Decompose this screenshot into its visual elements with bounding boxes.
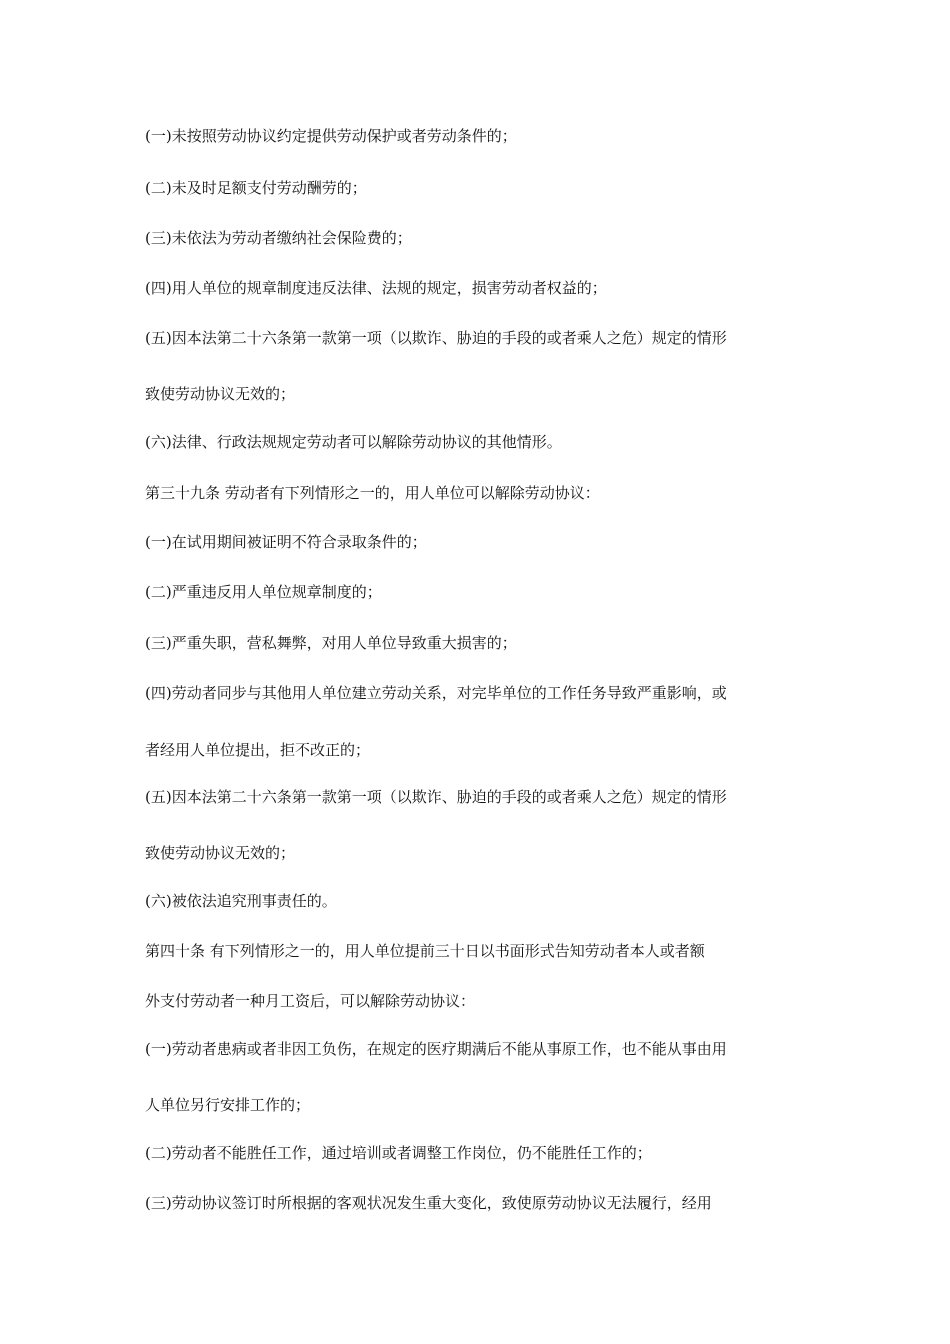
text-line: (一)在试用期间被证明不符合录取条件的； (145, 533, 427, 551)
text-line: (三)未依法为劳动者缴纳社会保险费的； (145, 229, 412, 247)
text-line: (六)被依法追究刑事责任的。 (145, 892, 337, 910)
text-line: (二)劳动者不能胜任工作，通过培训或者调整工作岗位，仍不能胜任工作的； (145, 1144, 652, 1162)
text-line: (一)劳动者患病或者非因工负伤，在规定的医疗期满后不能从事原工作，也不能从事由用 (145, 1040, 727, 1058)
text-line: (五)因本法第二十六条第一款第一项（以欺诈、胁迫的手段的或者乘人之危）规定的情形 (145, 788, 727, 806)
text-line: (二)未及时足额支付劳动酬劳的； (145, 179, 367, 197)
text-line: (三)劳动协议签订时所根据的客观状况发生重大变化，致使原劳动协议无法履行，经用 (145, 1194, 712, 1212)
text-line: (六)法律、行政法规规定劳动者可以解除劳动协议的其他情形。 (145, 433, 562, 451)
text-line: (五)因本法第二十六条第一款第一项（以欺诈、胁迫的手段的或者乘人之危）规定的情形 (145, 329, 727, 347)
text-line: (四)用人单位的规章制度违反法律、法规的规定，损害劳动者权益的； (145, 279, 607, 297)
text-line: 者经用人单位提出，拒不改正的； (145, 741, 371, 759)
text-line: 第三十九条 劳动者有下列情形之一的，用人单位可以解除劳动协议： (145, 484, 600, 502)
text-line: 外支付劳动者一种月工资后，可以解除劳动协议： (145, 992, 476, 1010)
text-line: (四)劳动者同步与其他用人单位建立劳动关系，对完毕单位的工作任务导致严重影响，或 (145, 684, 727, 702)
text-line: 致使劳动协议无效的； (145, 844, 296, 862)
text-line: (二)严重违反用人单位规章制度的； (145, 583, 382, 601)
text-line: (一)未按照劳动协议约定提供劳动保护或者劳动条件的； (145, 127, 517, 145)
text-line: (三)严重失职，营私舞弊，对用人单位导致重大损害的； (145, 634, 517, 652)
text-line: 人单位另行安排工作的； (145, 1096, 311, 1114)
text-line: 第四十条 有下列情形之一的，用人单位提前三十日以书面形式告知劳动者本人或者额 (145, 942, 705, 960)
text-line: 致使劳动协议无效的； (145, 385, 296, 403)
